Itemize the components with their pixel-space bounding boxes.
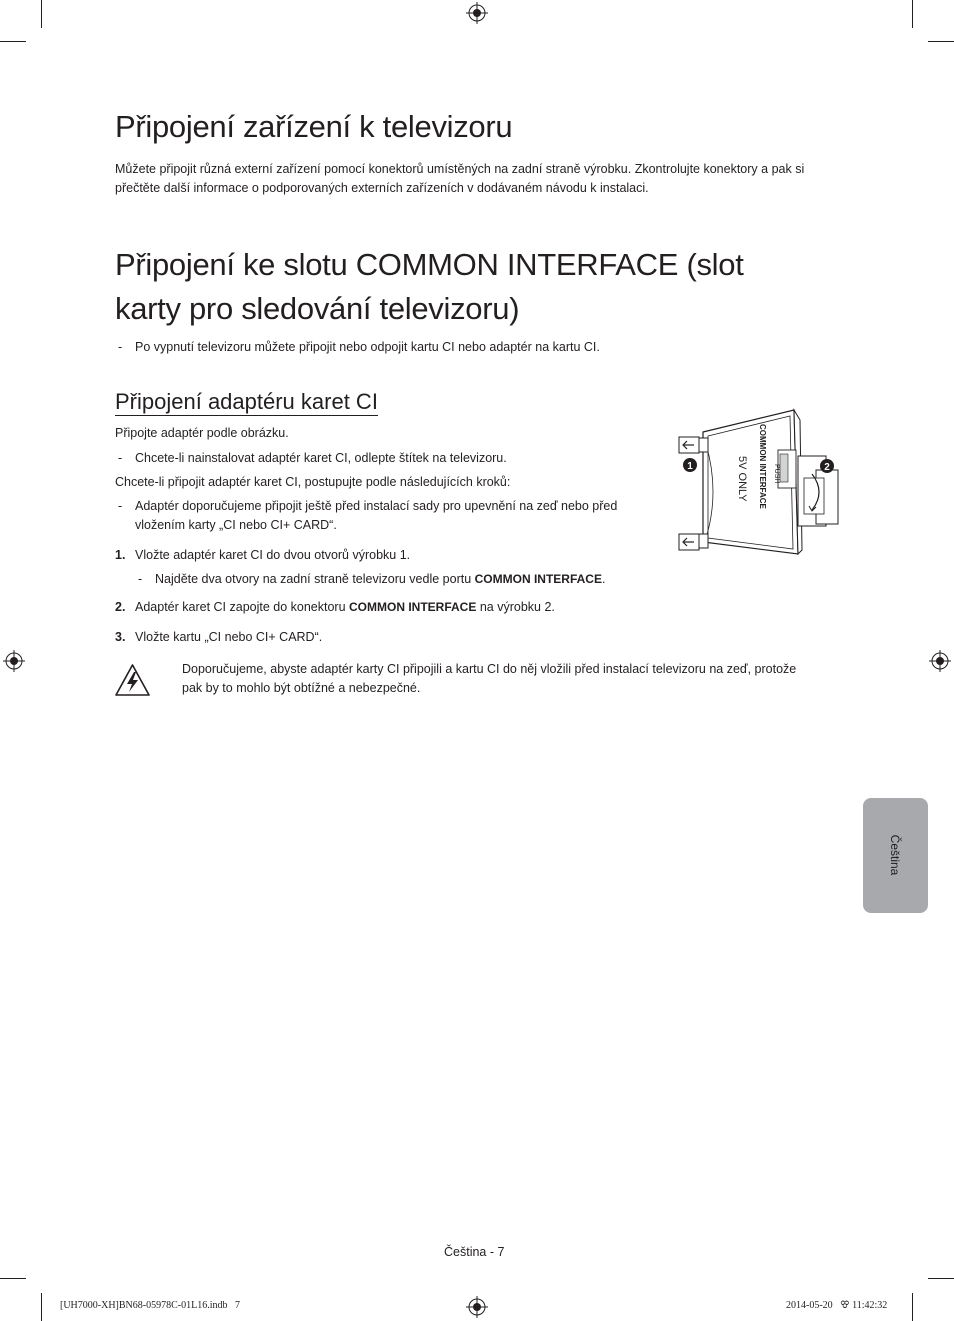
text-segment: Najděte dva otvory na zadní straně televizoru vedle portu xyxy=(155,572,475,586)
subsection-title-text: Připojení adaptéru karet CI xyxy=(115,389,378,414)
port-name: COMMON INTERFACE xyxy=(474,572,602,586)
step-text: Vložte adaptér karet CI do dvou otvorů výrobku 1. xyxy=(135,548,411,562)
footer-file-info: [UH7000-XH]BN68-05978C-01L16.indb 7 xyxy=(60,1300,240,1311)
warning-text xyxy=(182,660,842,698)
crop-mark xyxy=(912,1293,913,1321)
label-push: PUSH xyxy=(773,464,780,484)
subsection-title xyxy=(115,389,378,415)
registration-mark-icon xyxy=(466,2,488,24)
page-title: Připojení zařízení k televizoru xyxy=(115,109,513,144)
callout-2: 2 xyxy=(824,462,830,473)
bullet-text: Chcete-li nainstalovat adaptér karet CI, odlepte štítek na televizoru. xyxy=(135,451,507,465)
crop-mark xyxy=(912,0,913,28)
text-segment: na výrobku 2. xyxy=(476,600,555,614)
label-common-interface: COMMON INTERFACE xyxy=(758,424,767,509)
note-dash: - xyxy=(118,340,123,354)
registration-mark-icon xyxy=(466,1296,488,1318)
paragraph: Připojte adaptér podle obrázku. xyxy=(115,426,289,440)
warning-line: pak by to mohlo být obtížné a nebezpečné. xyxy=(182,681,421,695)
intro-paragraph xyxy=(115,160,835,198)
paragraph: Chcete-li připojit adaptér karet CI, postupujte podle následujících kroků: xyxy=(115,475,511,489)
bullet-dash: - xyxy=(138,572,143,586)
section-title xyxy=(115,243,744,331)
page-number: Čeština - 7 xyxy=(444,1245,505,1259)
bullet-line: Adaptér doporučujeme připojit ještě před instalací sady pro upevnění na zeď nebo před xyxy=(135,499,618,513)
note-text: Po vypnutí televizoru můžete připojit nebo odpojit kartu CI nebo adaptér na kartu CI. xyxy=(135,340,600,354)
warning-triangle-icon xyxy=(114,663,151,697)
bullet-dash: - xyxy=(118,451,123,465)
registration-mark-icon xyxy=(929,650,951,672)
step-text: Vložte kartu „CI nebo CI+ CARD“. xyxy=(135,630,323,644)
text-segment: . xyxy=(601,572,606,586)
language-side-tab xyxy=(863,798,928,913)
section-title-line: karty pro sledování televizoru) xyxy=(115,291,520,326)
intro-line: Můžete připojit různá externí zařízení pomocí konektorů umístěných na zadní straně výrobku. Zkontrolujte konektory a pak si xyxy=(115,162,805,176)
crop-mark xyxy=(0,1278,26,1279)
step-number: 2. xyxy=(115,600,126,614)
footer-timestamp: 2014-05-20 ꕢ 11:42:32 xyxy=(786,1300,888,1311)
label-5v-only: 5V ONLY xyxy=(736,456,748,502)
crop-mark xyxy=(928,41,954,42)
bullet-line: vložením karty „CI nebo CI+ CARD“. xyxy=(135,518,337,532)
ci-adapter-illustration xyxy=(676,404,844,558)
section-title-line: Připojení ke slotu COMMON INTERFACE (slot xyxy=(115,247,744,282)
crop-mark xyxy=(928,1278,954,1279)
sub-bullet-text xyxy=(155,570,605,589)
language-side-tab-label: Čeština xyxy=(888,834,902,876)
crop-mark xyxy=(0,41,26,42)
text-segment: Adaptér karet CI zapojte do konektoru xyxy=(135,600,350,614)
callout-1: 1 xyxy=(687,461,693,472)
registration-mark-icon xyxy=(3,650,25,672)
crop-mark xyxy=(41,0,42,28)
intro-line: přečtěte další informace o podporovaných externích zařízeních v dodávaném návodu k instalaci. xyxy=(115,181,649,195)
port-name: COMMON INTERFACE xyxy=(349,600,477,614)
step-text xyxy=(135,598,555,617)
warning-line: Doporučujeme, abyste adaptér karty CI připojili a kartu CI do něj vložili před instalací televizoru na zeď, protože xyxy=(182,662,797,676)
crop-mark xyxy=(41,1293,42,1321)
step-number: 3. xyxy=(115,630,126,644)
step-number: 1. xyxy=(115,548,126,562)
bullet-dash: - xyxy=(118,499,123,513)
bullet-text xyxy=(135,497,617,535)
